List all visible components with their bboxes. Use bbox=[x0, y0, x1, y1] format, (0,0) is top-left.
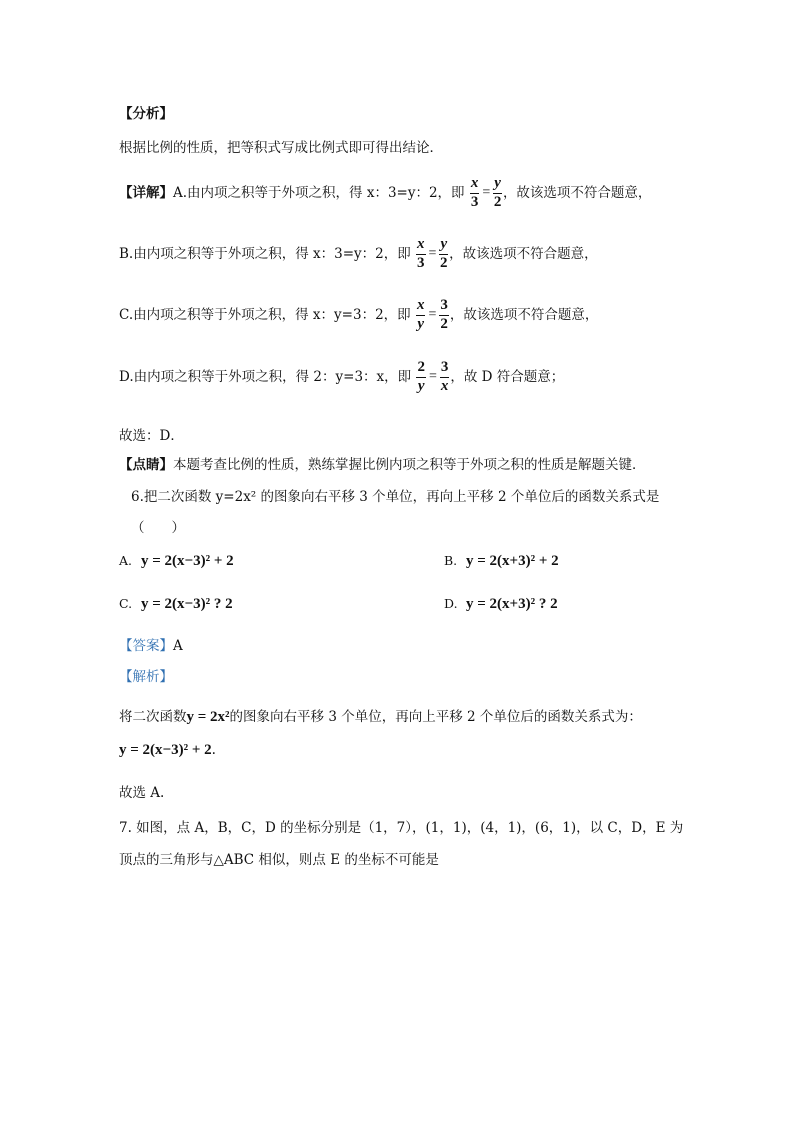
line-c-pre: C.由内项之积等于外项之积，得 x：y=3：2，即 bbox=[119, 306, 411, 323]
fraction-a-right: $\frac{y}{2}$ bbox=[493, 175, 502, 210]
detail-line-c bbox=[119, 298, 598, 333]
line-d-pre: D.由内项之积等于外项之积，得 2：y=3：x，即 bbox=[119, 368, 412, 385]
question-6-text: 6.把二次函数 y=2x² 的图象向右平移 3 个单位，再向上平移 2 个单位后的函数关系式是 bbox=[131, 489, 660, 505]
explain-pre: 将二次函数 bbox=[119, 709, 187, 725]
question-7-line2: 顶点的三角形与△ABC 相似，则点 E 的坐标不可能是 bbox=[119, 852, 439, 868]
explain-heading: 【解析】 bbox=[119, 669, 173, 685]
equals-sign: = bbox=[428, 307, 437, 323]
comment-heading: 【点睛】 bbox=[119, 457, 173, 473]
equals-sign: = bbox=[428, 246, 437, 262]
option-c: C. y = 2(x−3)² ? 2 bbox=[119, 596, 233, 612]
fraction-d-right: $\frac{3}{x}$ bbox=[440, 359, 449, 394]
result-line bbox=[119, 742, 216, 759]
fraction-d-left: $\frac{2}{y}$ bbox=[417, 359, 425, 394]
line-c-post: ，故该选项不符合题意， bbox=[449, 306, 599, 323]
line-b-pre: B.由内项之积等于外项之积，得 x：3=y：2，即 bbox=[119, 245, 411, 262]
explain-post: 的图象向右平移 3 个单位，再向上平移 2 个单位后的函数关系式为： bbox=[229, 709, 642, 725]
question-6-paren: （ ） bbox=[131, 520, 185, 536]
explain-function: y = 2x² bbox=[186, 709, 230, 725]
option-a: A. y = 2(x−3)² + 2 bbox=[119, 553, 234, 569]
detail-heading: 【详解】 bbox=[119, 184, 173, 201]
fraction-c-right: $\frac{3}{2}$ bbox=[440, 297, 448, 332]
option-b: B. y = 2(x+3)² + 2 bbox=[444, 553, 559, 569]
comment-text: 本题考查比例的性质，熟练掌握比例内项之积等于外项之积的性质是解题关键． bbox=[173, 457, 646, 473]
analysis-text: 根据比例的性质，把等积式写成比例式即可得出结论． bbox=[119, 140, 443, 156]
analysis-heading: 【分析】 bbox=[119, 106, 173, 122]
option-a-expr: y = 2(x−3)² + 2 bbox=[141, 553, 234, 569]
equals-sign: = bbox=[428, 369, 437, 385]
choose-a: 故选 A. bbox=[119, 785, 165, 801]
detail-line-b bbox=[119, 237, 598, 272]
option-c-expr: y = 2(x−3)² ? 2 bbox=[141, 596, 233, 612]
fraction-c-left: $\frac{x}{y}$ bbox=[416, 297, 425, 332]
line-d-post: ，故 D 符合题意； bbox=[450, 368, 565, 385]
question-7-line1: 7. 如图，点 A，B，C，D 的坐标分别是（1，7），(1，1)，(4，1)，(6，1)，以 C，D，E 为 bbox=[119, 820, 684, 836]
option-b-expr: y = 2(x+3)² + 2 bbox=[466, 553, 559, 569]
equals-sign: = bbox=[482, 185, 491, 201]
line-a-post: ，故该选项不符合题意， bbox=[502, 184, 652, 201]
answer-line bbox=[119, 634, 183, 654]
choose-d: 故选：D． bbox=[119, 428, 184, 444]
comment-line bbox=[119, 453, 646, 473]
answer-value: A bbox=[173, 638, 183, 654]
detail-line-a bbox=[119, 176, 651, 211]
explain-line bbox=[119, 705, 642, 726]
fraction-a-left: $\frac{x}{3}$ bbox=[470, 175, 479, 210]
fraction-b-left: $\frac{x}{3}$ bbox=[417, 236, 425, 271]
fraction-b-right: $\frac{y}{2}$ bbox=[440, 236, 448, 271]
line-a-pre: A.由内项之积等于外项之积，得 x：3=y：2，即 bbox=[173, 184, 465, 201]
option-d-expr: y = 2(x+3)² ? 2 bbox=[466, 596, 558, 612]
result-expr: y = 2(x−3)² + 2 bbox=[119, 742, 212, 758]
line-b-post: ，故该选项不符合题意， bbox=[449, 245, 598, 262]
result-end: . bbox=[211, 742, 216, 758]
answer-heading: 【答案】 bbox=[119, 638, 173, 654]
detail-line-d bbox=[119, 360, 564, 395]
option-d: D. y = 2(x+3)² ? 2 bbox=[444, 596, 558, 612]
